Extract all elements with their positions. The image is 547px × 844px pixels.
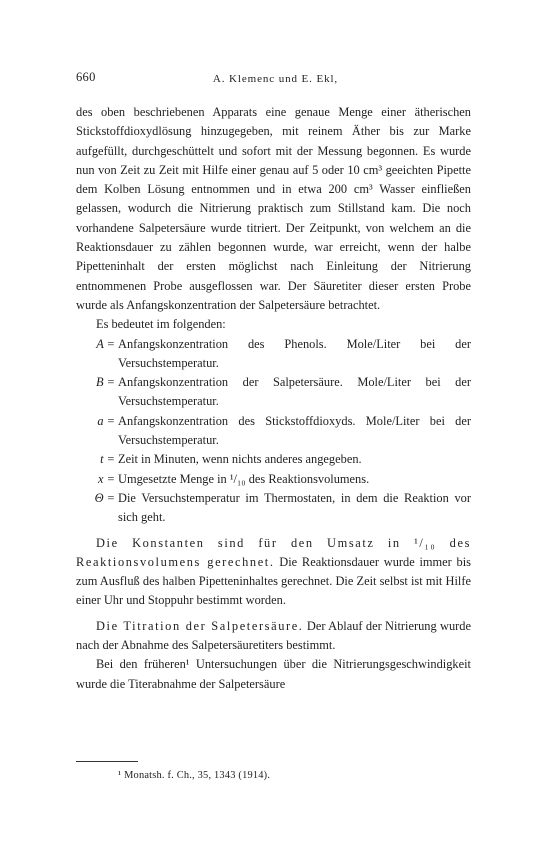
definition-item: [76, 450, 471, 469]
definition-symbol: A =: [96, 336, 115, 351]
body-text: [76, 103, 471, 694]
paragraph-constants: [76, 534, 471, 611]
definition-symbol: a =: [97, 413, 115, 428]
running-head: A. Klemenc und E. Ekl,: [212, 73, 339, 85]
definition-symbol: Θ =: [94, 490, 115, 505]
footnote-divider: [76, 761, 138, 762]
definition-item: [76, 470, 471, 489]
definition-text: Anfangskonzentration des Phenols. Mole/Liter bei der Versuchstemperatur.: [118, 336, 471, 370]
paragraph-titration-rest: Der Ablauf der Nitrierung wurde nach der Abnahme des Salpetersäuretiters bestimmt.: [76, 618, 471, 653]
definitions-intro: Es bedeutet im folgenden:: [96, 317, 226, 332]
definition-item: [76, 373, 471, 412]
definition-symbol: x =: [98, 471, 115, 486]
section-heading-titration: Die Titration der Salpetersäure.: [96, 618, 304, 633]
symbol-definition-list: [76, 335, 471, 528]
definition-text: Umgesetzte Menge in ¹/₁₀ des Reaktionsvolumens.: [118, 471, 370, 486]
paragraph-measurement-method: des oben beschriebenen Apparats eine genaue Menge einer ätherischen Stickstoffdioxydlösung hinzugegeben, mit reinem Äther bis zur Marke aufgefüllt, durchgeschüttelt und sofort mit der Messung begonnen. Es wurde nun von Zeit zu Zeit mit Hilfe einer genau auf 5 oder 10 cm³ geeichten Pipette dem Kolben Lösung entnommen und in etwa 200 cm³ Wasser einfließen gelassen, wodurch die Nitrierung praktisch zum Stillstand kam. Die noch vorhandene Salpetersäure wurde titriert. Der Zeitpunkt, von welchem an die Reaktionsdauer zu zählen begonnen wurde, war erreicht, wenn der halbe Pipetteninhalt der ersten möglichst nach Einleitung der Nitrierung entnommenen Probe ausgeflossen war. Der Säuretiter dieser ersten Probe wurde als Anfangskonzentration der Salpetersäure betrachtet.: [76, 105, 471, 312]
definition-text: Zeit in Minuten, wenn nichts anderes angegeben.: [118, 452, 362, 467]
definition-item: [76, 412, 471, 451]
definition-text: Anfangskonzentration der Salpetersäure. Mole/Liter bei der Versuchstemperatur.: [118, 375, 471, 409]
definition-symbol: B =: [95, 375, 115, 390]
paragraph-constants-rest: Die Reaktionsdauer wurde immer bis zum Ausfluß des halben Pipetteninhaltes gerechnet. Die Zeit selbst ist mit Hilfe einer Uhr und Stoppuhr bestimmt worden.: [76, 554, 471, 608]
page-number: 660: [76, 70, 96, 84]
footnote: ¹ Monatsh. f. Ch., 35, 1343 (1914).: [118, 770, 271, 781]
definition-item: [76, 489, 471, 528]
paragraph-titration: [76, 617, 471, 656]
definition-symbol: t =: [100, 452, 115, 467]
definition-item: [76, 335, 471, 374]
paragraph-earlier-studies: Bei den früheren¹ Untersuchungen über die Nitrierungsgeschwindigkeit wurde die Titerabnahme der Salpetersäure: [76, 657, 471, 691]
definition-text: Die Versuchstemperatur im Thermostaten, in dem die Reaktion vor sich geht.: [118, 490, 471, 525]
definition-text: Anfangskonzentration des Stickstoffdioxyds. Mole/Liter bei der Versuchstemperatur.: [118, 413, 471, 448]
spaced-emphasis: Die Konstanten sind für den Umsatz in ¹/₁₀ des Reaktionsvolumens gerechnet.: [76, 535, 471, 569]
